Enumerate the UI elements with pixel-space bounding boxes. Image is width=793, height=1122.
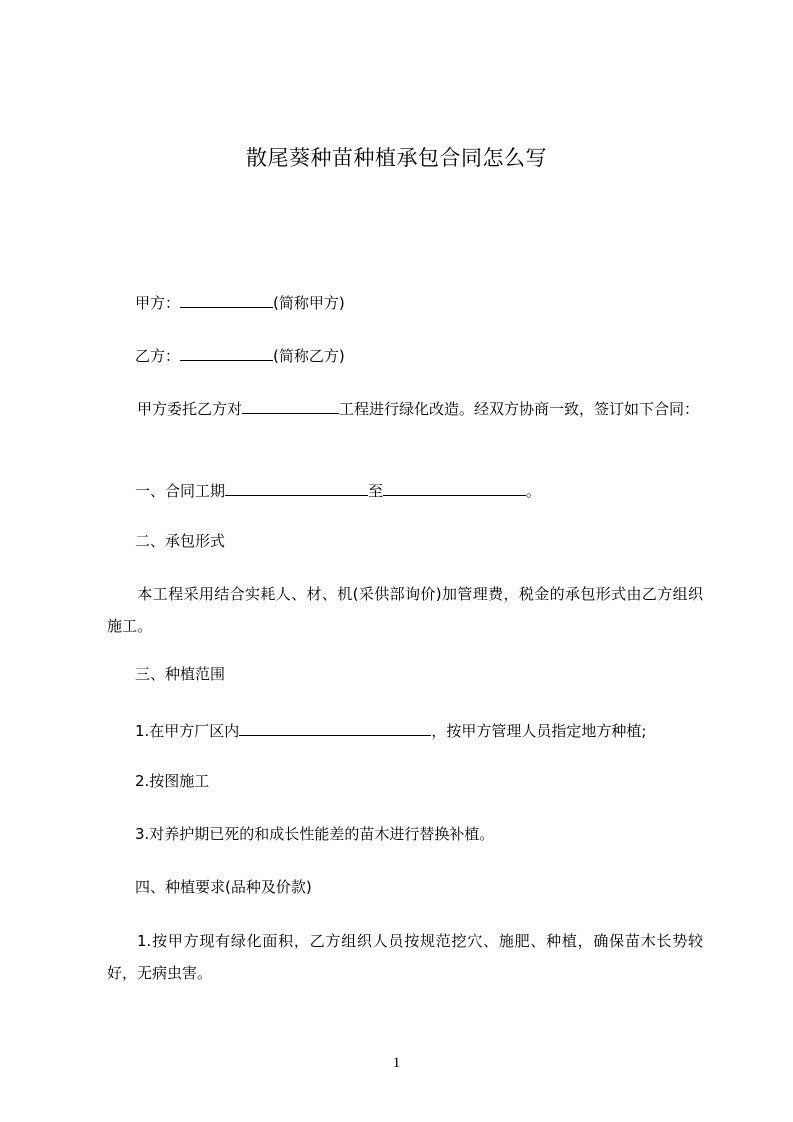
party-a-label: 甲方： bbox=[135, 294, 181, 312]
section-2-heading: 二、承包形式 bbox=[135, 532, 226, 550]
party-a-blank bbox=[180, 291, 273, 308]
party-b-line bbox=[135, 344, 345, 366]
party-b-blank bbox=[180, 344, 273, 361]
end-date-blank bbox=[383, 479, 526, 496]
section-3-heading: 三、种植范围 bbox=[135, 665, 226, 683]
intro-after: 工程进行绿化改造。经双方协商一致，签订如下合同： bbox=[339, 400, 700, 418]
section-2-body bbox=[107, 578, 703, 642]
section-1-end: 。 bbox=[526, 482, 542, 500]
area-blank bbox=[239, 719, 431, 736]
section-3-item-1-before: 1.在甲方厂区内 bbox=[135, 722, 240, 740]
section-3-item-3: 3.对养护期已死的和成长性能差的苗木进行替换补植。 bbox=[135, 825, 495, 843]
section-1-middle: 至 bbox=[368, 482, 384, 500]
party-a-suffix: (简称甲方) bbox=[273, 294, 345, 312]
section-3-item-2: 2.按图施工 bbox=[135, 772, 210, 790]
intro-paragraph bbox=[107, 393, 703, 425]
section-4-item-1 bbox=[107, 925, 703, 989]
party-b-suffix: (简称乙方) bbox=[273, 347, 345, 365]
section-3-item-1-after: ，按甲方管理人员指定地方种植; bbox=[431, 722, 647, 740]
section-3-item-1 bbox=[135, 719, 646, 741]
section-4-heading: 四、种植要求(品种及价款) bbox=[135, 878, 312, 896]
party-a-line bbox=[135, 291, 345, 313]
project-blank bbox=[242, 397, 339, 414]
section-1-line bbox=[135, 479, 541, 501]
document-title: 散尾葵种苗种植承包合同怎么写 bbox=[246, 146, 547, 170]
start-date-blank bbox=[225, 479, 368, 496]
section-2-text: 本工程采用结合实耗人、材、机(采供部询价)加管理费，税金的承包形式由乙方组织施工。 bbox=[107, 585, 703, 635]
section-4-item-1-text: 1.按甲方现有绿化面积，乙方组织人员按规范挖穴、施肥、种植，确保苗木长势较好，无病虫害。 bbox=[107, 932, 703, 982]
page-number: 1 bbox=[392, 1055, 401, 1071]
party-b-label: 乙方： bbox=[135, 347, 181, 365]
intro-before: 甲方委托乙方对 bbox=[137, 400, 243, 418]
section-1-prefix: 一、合同工期 bbox=[135, 482, 226, 500]
